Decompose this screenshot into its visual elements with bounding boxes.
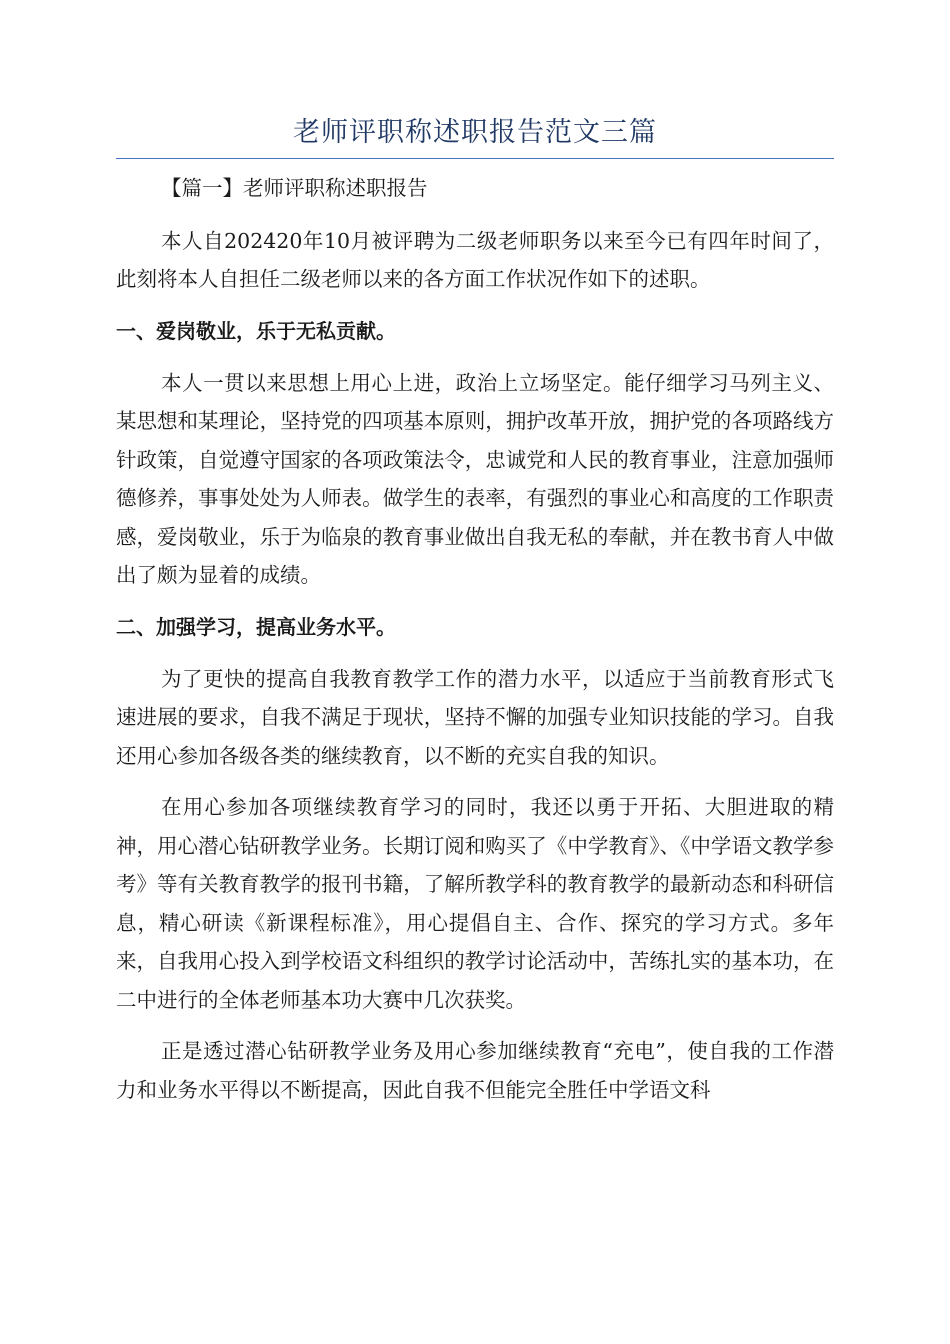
section-heading-1: 一、爱岗敬业，乐于无私贡献。 <box>116 318 396 343</box>
section1-paragraph-1: 本人一贯以来思想上用心上进，政治上立场坚定。能仔细学习马列主义、某思想和某理论，坚持党的四项基本原则，拥护改革开放，拥护党的各项路线方针政策，自觉遵守国家的各项政策法令，忠诚党和人民的教育事业，注意加强师德修养，事事处处为人师表。做学生的表率，有强烈的事业心和高度的工作职责感，爱岗敬业，乐于为临泉的教育事业做出自我无私的奉献，并在教书育人中做出了颇为显着的成绩。 <box>116 370 834 587</box>
section-heading-2: 二、加强学习，提高业务水平。 <box>116 614 396 639</box>
intro-paragraph: 本人自202420年10月被评聘为二级老师职务以来至今已有四年时间了，此刻将本人自担任二级老师以来的各方面工作状况作如下的述职。 <box>116 228 834 291</box>
section2-paragraph-2: 在用心参加各项继续教育学习的同时，我还以勇于开拓、大胆进取的精神，用心潜心钻研教学业务。长期订阅和购买了《中学教育》、《中学语文教学参考》等有关教育教学的报刊书籍，了解所教学科的教育教学的最新动态和科研信息，精心研读《新课程标准》，用心提倡自主、合作、探究的学习方式。多年来，自我用心投入到学校语文科组织的教学讨论活动中，苦练扎实的基本功，在二中进行的全体老师基本功大赛中几次获奖。 <box>116 795 834 1012</box>
article-subtitle: 【篇一】老师评职称述职报告 <box>161 176 428 200</box>
title-underline <box>116 158 834 159</box>
section2-paragraph-1: 为了更快的提高自我教育教学工作的潜力水平，以适应于当前教育形式飞速进展的要求，自我不满足于现状，坚持不懈的加强专业知识技能的学习。自我还用心参加各级各类的继续教育，以不断的充实自我的知识。 <box>116 666 834 768</box>
document-title: 老师评职称述职报告范文三篇 <box>293 117 657 148</box>
document-page <box>116 108 834 1122</box>
section2-paragraph-3: 正是透过潜心钻研教学业务及用心参加继续教育“充电”，使自我的工作潜力和业务水平得以不断提高，因此自我不但能完全胜任中学语文科 <box>116 1039 834 1102</box>
